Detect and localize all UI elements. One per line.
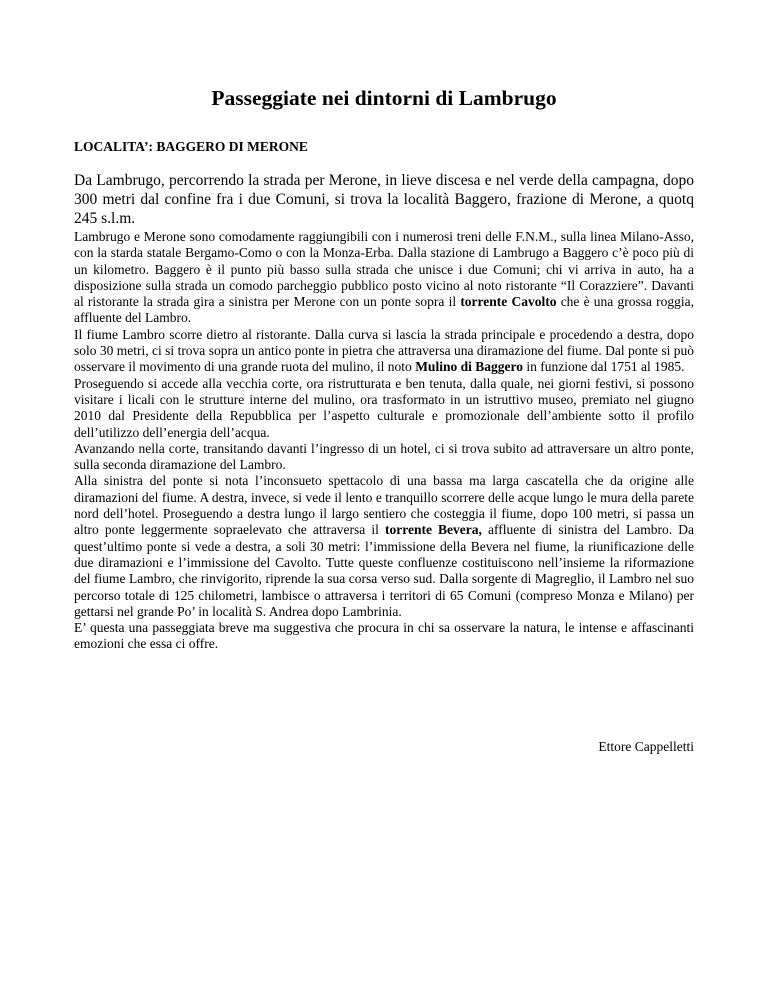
paragraph-text: Alla sinistra del ponte si nota l’inconsueto spettacolo di una bassa ma larga cascatella che da origine alle diramazioni del fiume. A destra, invece, si vede il lento e tranquillo scorrere delle acque lungo le mura della parete nord dell’hotel. Proseguendo a destra lungo il largo sentiero che costeggia il fiume, dopo 100 metri, si passa un altro ponte leggermente sopraelevato che attraversa il [74,473,694,538]
lead-paragraph: Da Lambrugo, percorrendo la strada per Merone, in lieve discesa e nel verde della campagna, dopo 300 metri dal confine fra i due Comuni, si trova la località Baggero, frazione di Merone, a quotq 245 s.l.m. [74,172,694,227]
paragraph-text: Il fiume Lambro scorre dietro al ristorante. Dalla curva si lascia la strada principale e procedendo a destra, dopo solo 30 metri, ci si trova sopra un antico ponte in pietra che attraversa una diramazione del fiume. Dal ponte si può osservare il movimento di una grande ruota del mulino, il noto [74,326,694,375]
paragraph-museum: Proseguendo si accede alla vecchia corte, ora ristrutturata e ben tenuta, dalla quale, nei giorni festivi, si possono visitare i licali con le strutture interne del mulino, ora trasformato in un istruttivo museo, premiato nel giugno 2010 dal Presidente della Repubblica per l’aspetto culturale e promozionale dell’ambiente sotto il profilo dell’utilizzo dell’energia dell’acqua. [74,375,694,440]
paragraph-transport [74,229,694,327]
article-body [74,171,694,653]
bold-term-bevera: torrente Bevera, [384,522,482,538]
paragraph-text: in funzione dal 1751 al 1985. [526,359,685,375]
bold-term-cavolto: torrente Cavolto [460,294,557,310]
section-heading: LOCALITA’: BAGGERO DI MERONE [74,139,308,154]
paragraph-text: affluente di sinistra del Lambro. Da quest’ultimo ponte si vede a destra, a soli 30 metri: l’immissione della Bevera nel fiume, la riunificazione delle due diramazioni e l’immissione del Cavolto. Tutte queste confluenze costituiscono nell’insieme la riformazione del fiume Lambro, che rinvigorito, riprende la sua corsa verso sud. Dalla sorgente di Magreglio, il Lambro nel suo percorso totale di 125 chilometri, lambisce o attraversa i territori di 65 Comuni (compreso Monza e Milano) per gettarsi nel grande Po’ in località S. Andrea dopo Lambrinia. [74,522,694,619]
paragraph-closing: E’ questa una passeggiata breve ma suggestiva che procura in chi sa osservare la natura, le intense e affascinanti emozioni che essa ci offre. [74,620,694,652]
paragraph-text: che è una grossa roggia, affluente del Lambro. [74,294,695,326]
document-title: Passeggiate nei dintorni di Lambrugo [211,86,557,110]
paragraph-second-bridge: Avanzando nella corte, transitando davanti l’ingresso di un hotel, ci si trova subito ad attraversare un altro ponte, sulla seconda diramazione del Lambro. [74,440,694,473]
paragraph-text: Lambrugo e Merone sono comodamente raggiungibili con i numerosi treni delle F.N.M., sulla linea Milano-Asso, con la starda statale Bergamo-Como o con la Monza-Erba. Dalla stazione di Lambrugo a Baggero c’è poco più di un kilometro. Baggero è il punto più basso sulla strada che unisce i due Comuni; chi vi arriva in auto, ha a disposizione sulla strada un comodo parcheggio pubblico posto vicino al noto ristorante “Il Corazziere”. Davanti al ristorante la strada gira a sinistra per Merone con un ponte sopra il [74,229,694,310]
bold-term-mulino: Mulino di Baggero [415,359,523,375]
author-signature: Ettore Cappelletti [598,739,694,754]
paragraph-confluence [74,473,694,620]
paragraph-mill [74,327,694,376]
